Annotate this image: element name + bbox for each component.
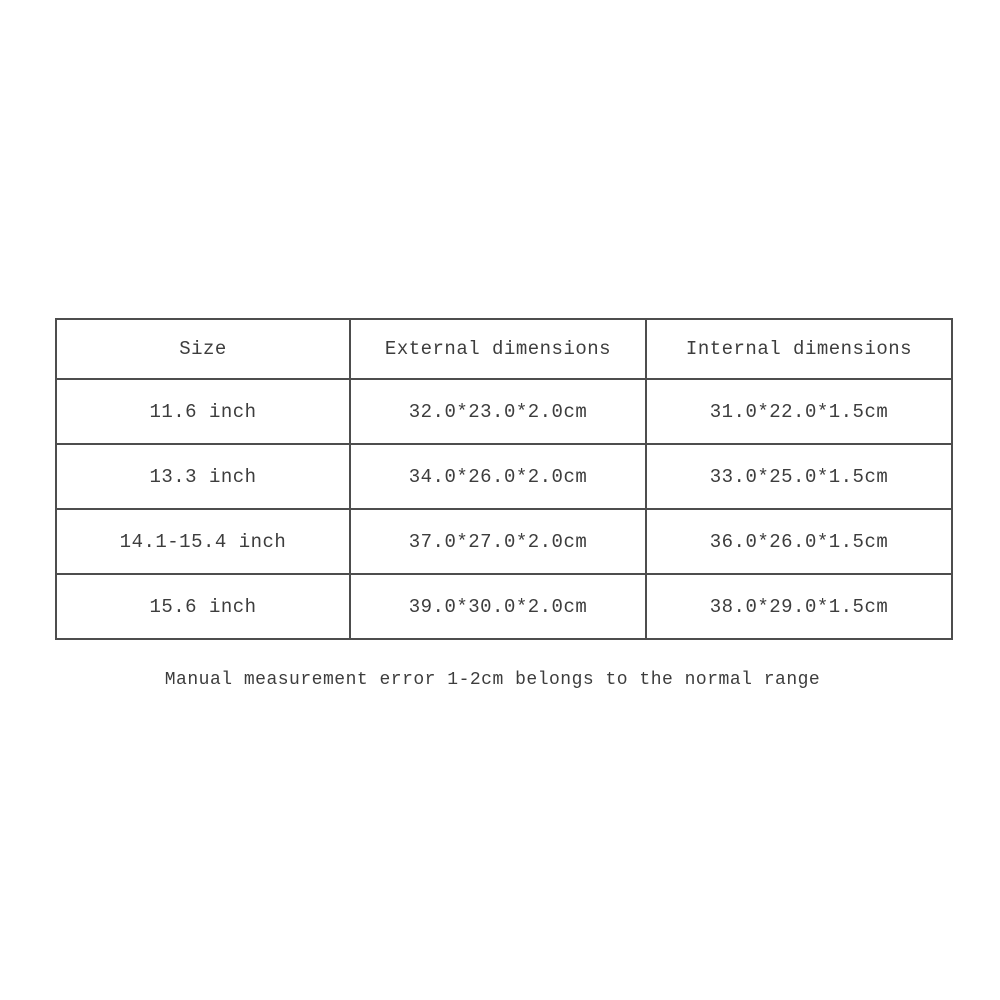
- table-row: [56, 444, 952, 509]
- header-size: Size: [56, 319, 350, 379]
- table-header: [56, 319, 952, 379]
- cell-external: 39.0*30.0*2.0cm: [350, 574, 646, 639]
- cell-size: 15.6 inch: [56, 574, 350, 639]
- cell-internal: 33.0*25.0*1.5cm: [646, 444, 952, 509]
- cell-size: 13.3 inch: [56, 444, 350, 509]
- cell-internal: 38.0*29.0*1.5cm: [646, 574, 952, 639]
- cell-internal: 31.0*22.0*1.5cm: [646, 379, 952, 444]
- cell-external: 37.0*27.0*2.0cm: [350, 509, 646, 574]
- table-row: [56, 574, 952, 639]
- table-body: [56, 379, 952, 639]
- cell-external: 32.0*23.0*2.0cm: [350, 379, 646, 444]
- size-dimensions-table: [55, 318, 953, 640]
- header-row: [56, 319, 952, 379]
- cell-external: 34.0*26.0*2.0cm: [350, 444, 646, 509]
- header-internal-dimensions: Internal dimensions: [646, 319, 952, 379]
- table-row: [56, 509, 952, 574]
- header-external-dimensions: External dimensions: [350, 319, 646, 379]
- cell-size: 14.1-15.4 inch: [56, 509, 350, 574]
- cell-internal: 36.0*26.0*1.5cm: [646, 509, 952, 574]
- measurement-error-note: Manual measurement error 1-2cm belongs to the normal range: [164, 670, 821, 690]
- table-row: [56, 379, 952, 444]
- cell-size: 11.6 inch: [56, 379, 350, 444]
